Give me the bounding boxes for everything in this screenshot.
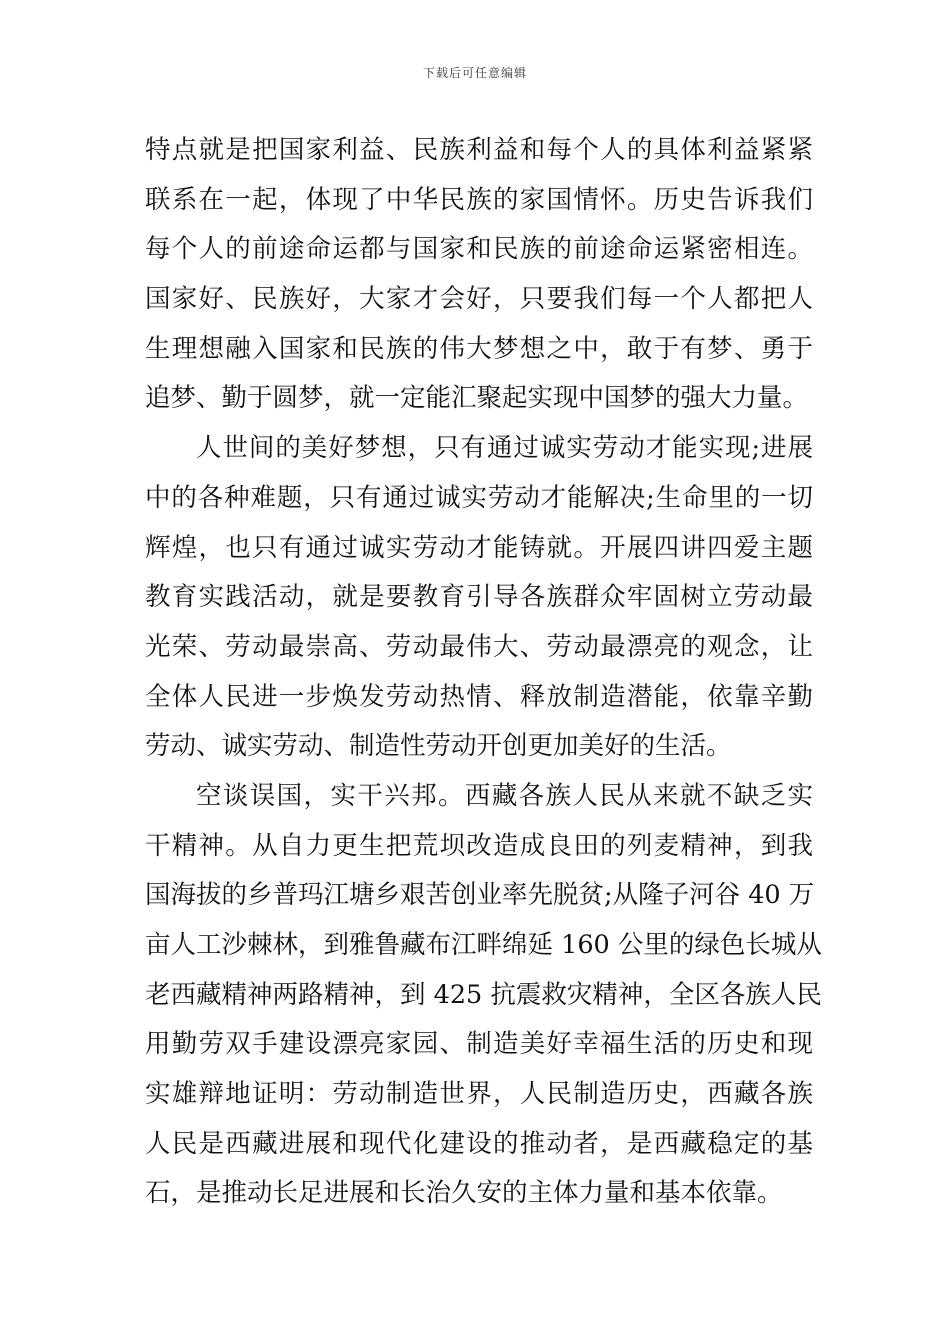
paragraph-line: 国家好、民族好，大家才会好，只要我们每一个人都把人 xyxy=(145,284,813,315)
paragraph-line: 空谈误国，实干兴邦。西藏各族人民从来就不缺乏实 xyxy=(196,780,813,811)
paragraph-line: 全体人民进一步焕发劳动热情、释放制造潜能，依靠辛勤 xyxy=(145,681,813,712)
paragraph-line: 中的各种难题，只有通过诚实劳动才能解决;生命里的一切 xyxy=(145,482,813,513)
paragraph-line: 追梦、勤于圆梦，就一定能汇聚起实现中国梦的强大力量。 xyxy=(145,383,809,414)
paragraph-line: 联系在一起，体现了中华民族的家国情怀。历史告诉我们 xyxy=(145,184,813,215)
paragraph-line: 人世间的美好梦想，只有通过诚实劳动才能实现;进展 xyxy=(196,433,813,464)
paragraph-line: 人民是西藏进展和现代化建设的推动者，是西藏稳定的基 xyxy=(145,1128,813,1159)
paragraph-line: 教育实践活动，就是要教育引导各族群众牢固树立劳动最 xyxy=(145,582,813,613)
paragraph-line: 老西藏精神两路精神，到 425 抗震救灾精神，全区各族人民 xyxy=(145,979,822,1010)
paragraph-line: 石，是推动长足进展和长治久安的主体力量和基本依靠。 xyxy=(145,1178,783,1209)
document-body xyxy=(145,126,822,1219)
page-header: 下载后可任意编辑 xyxy=(422,66,527,80)
paragraph-line: 辉煌，也只有通过诚实劳动才能铸就。开展四讲四爱主题 xyxy=(145,532,813,563)
paragraph-line: 劳动、诚实劳动、制造性劳动开创更加美好的生活。 xyxy=(145,731,732,762)
paragraph-line: 实雄辩地证明：劳动制造世界，人民制造历史，西藏各族 xyxy=(145,1079,813,1110)
paragraph-line: 国海拔的乡普玛江塘乡艰苦创业率先脱贫;从隆子河谷 40 万 xyxy=(145,880,815,911)
paragraph-line: 干精神。从自力更生把荒坝改造成良田的列麦精神，到我 xyxy=(145,830,813,861)
paragraph-line: 生理想融入国家和民族的伟大梦想之中，敢于有梦、勇于 xyxy=(145,333,813,364)
paragraph-line: 光荣、劳动最崇高、劳动最伟大、劳动最漂亮的观念，让 xyxy=(145,631,813,662)
paragraph-line: 亩人工沙棘林，到雅鲁藏布江畔绵延 160 公里的绿色长城从 xyxy=(145,930,822,960)
paragraph-line: 特点就是把国家利益、民族利益和每个人的具体利益紧紧 xyxy=(145,135,813,165)
paragraph-line: 用勤劳双手建设漂亮家园、制造美好幸福生活的历史和现 xyxy=(145,1029,813,1060)
paragraph-line: 每个人的前途命运都与国家和民族的前途命运紧密相连。 xyxy=(145,234,813,265)
